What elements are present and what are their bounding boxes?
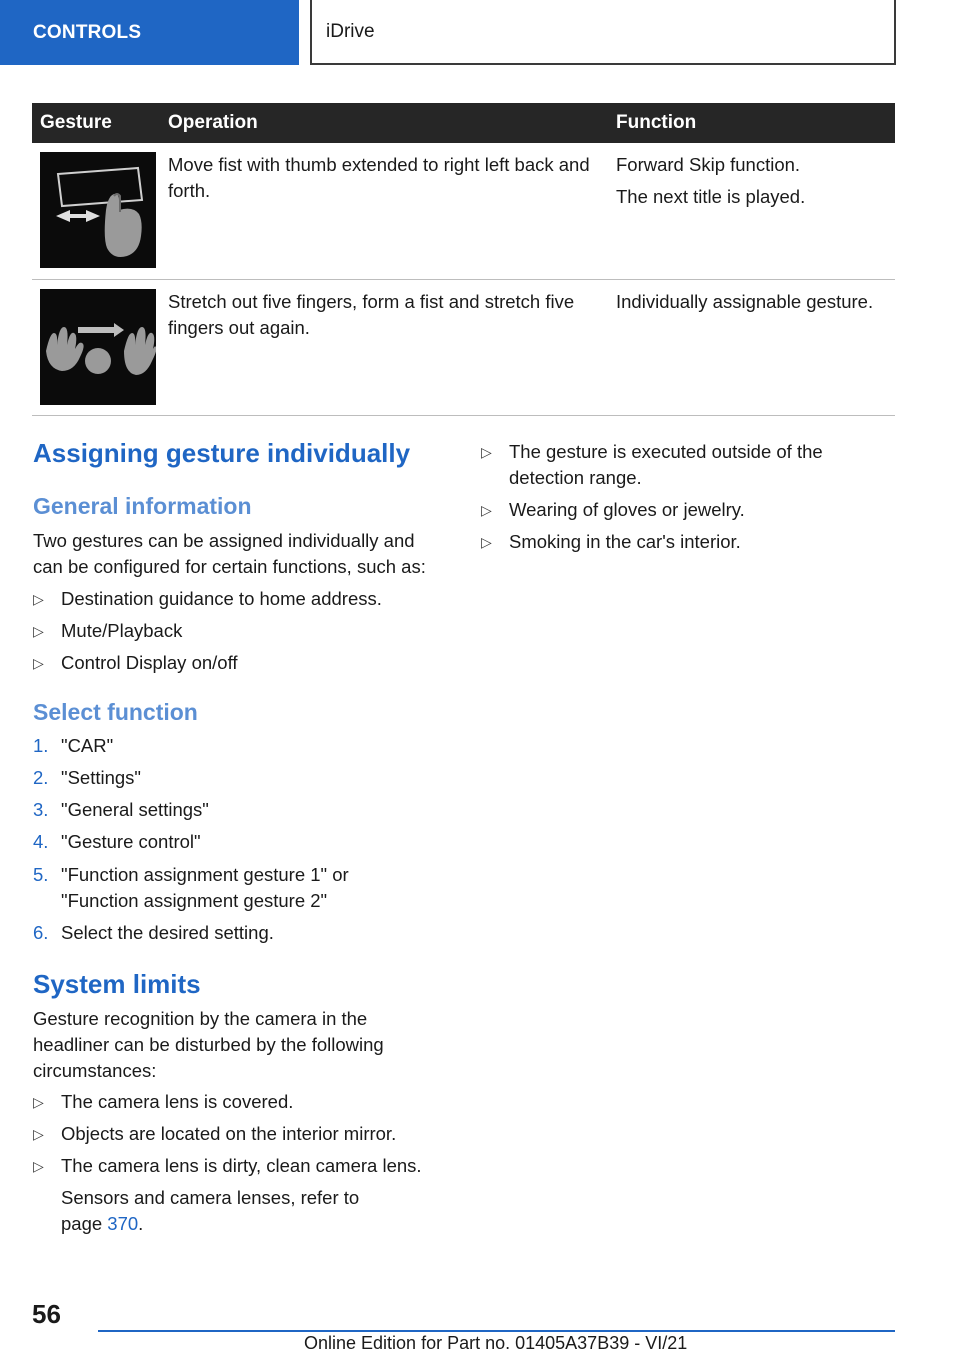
column-header-function: Function (608, 103, 895, 143)
subheading-general-information: General information (33, 493, 252, 519)
triangle-bullet-icon: ▷ (33, 1126, 44, 1142)
list-item: ▷ The camera lens is dirty, clean camera lens. (33, 1153, 443, 1179)
list-item: 2. "Settings" (33, 767, 141, 788)
list-item: ▷ The gesture is executed outside of the detection range. (481, 441, 823, 488)
column-header-operation: Operation (160, 103, 608, 143)
fist-thumb-swipe-gesture-icon (40, 152, 156, 268)
table-row (32, 143, 895, 279)
footer-edition: Online Edition for Part no. 01405A37B39 - VI/21 (304, 1333, 688, 1353)
gesture-table (32, 103, 895, 416)
triangle-bullet-icon: ▷ (481, 534, 492, 550)
triangle-bullet-icon: ▷ (33, 623, 44, 639)
triangle-bullet-icon: ▷ (33, 655, 44, 671)
page-link[interactable]: 370 (107, 1213, 139, 1234)
list-item: ▷ The camera lens is covered. (33, 1089, 443, 1115)
list-item: 6. Select the desired setting. (33, 922, 274, 943)
list-item: 3. "General settings" (33, 799, 209, 820)
heading-system-limits: System limits (33, 969, 201, 999)
list-item: ▷ Smoking in the car's interior. (481, 529, 881, 555)
function-text: Forward Skip function. (616, 154, 801, 175)
general-information-text: Two gestures can be assigned individually and can be configured for certain functions, such as: (33, 530, 426, 577)
section-tab (0, 0, 299, 65)
list-item: 1. "CAR" (33, 735, 114, 756)
triangle-bullet-icon: ▷ (33, 1094, 44, 1110)
list-item: 4. "Gesture control" (33, 831, 201, 852)
heading-assigning-gesture: Assigning gesture individually (33, 438, 411, 468)
system-limits-intro: Gesture recognition by the camera in the headliner can be disturbed by the following circumstances: (33, 1008, 384, 1081)
operation-text: Move fist with thumb extended to right left back and forth. (168, 154, 590, 201)
table-row (32, 279, 895, 415)
table-header-row (32, 103, 895, 143)
chapter-title: iDrive (326, 20, 375, 42)
page-reference: Sensors and camera lenses, refer to page 370. (61, 1187, 360, 1234)
list-item: ▷ Objects are located on the interior mirror. (33, 1121, 443, 1147)
triangle-bullet-icon: ▷ (33, 1158, 44, 1174)
page-number: 56 (32, 1299, 61, 1329)
triangle-bullet-icon: ▷ (481, 502, 492, 518)
page-reference-text: Sensors and camera lenses, refer to page (61, 1187, 360, 1234)
section-title: CONTROLS (33, 21, 142, 43)
list-item: ▷ Control Display on/off (33, 650, 443, 676)
list-item: ▷ Mute/Playback (33, 618, 443, 644)
subheading-select-function: Select function (33, 699, 198, 725)
chapter-header (310, 0, 896, 65)
list-item: ▷ Destination guidance to home address. (33, 586, 443, 612)
function-text: Individually assignable gesture. (616, 290, 874, 312)
function-text: The next title is played. (616, 186, 806, 207)
list-item: ▷ Wearing of gloves or jewelry. (481, 497, 881, 523)
list-item: 5. "Function assignment gesture 1" or "Function assignment gesture 2" (33, 864, 349, 911)
footer-divider (98, 1330, 895, 1332)
column-header-gesture: Gesture (32, 103, 160, 143)
operation-text: Stretch out five fingers, form a fist and stretch five fingers out again. (168, 290, 575, 338)
triangle-bullet-icon: ▷ (33, 591, 44, 607)
open-close-hand-gesture-icon (40, 289, 156, 405)
triangle-bullet-icon: ▷ (481, 444, 492, 460)
